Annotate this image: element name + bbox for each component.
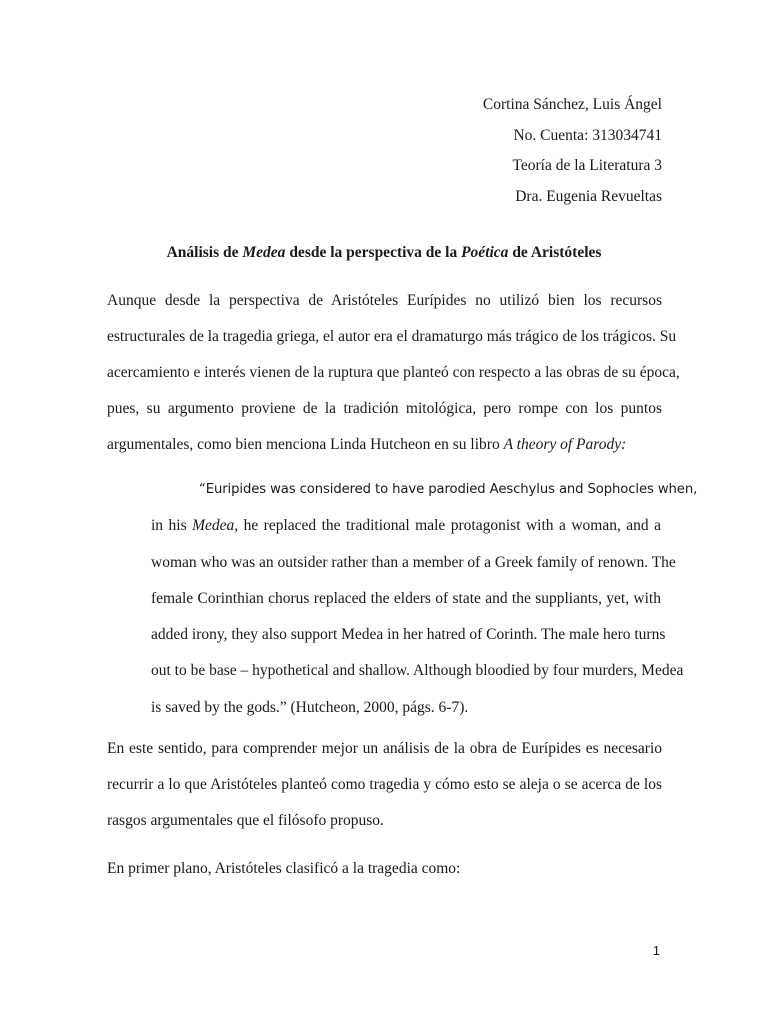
paragraph-line: estructurales de la tragedia griega, el autor era el dramaturgo más trágico de los trágicos. Su: [107, 328, 677, 345]
book-title: A theory of Parody:: [503, 436, 627, 453]
title-italic-poetica: Poética: [461, 244, 509, 261]
author-header: [483, 90, 662, 212]
quote-line: added irony, they also support Medea in her hatred of Corinth. The male hero turns: [151, 626, 666, 644]
paragraph-classification: [107, 851, 662, 887]
paragraph-introduction: [107, 283, 680, 463]
document-title: [0, 244, 768, 262]
paragraph-line: acercamiento e interés vienen de la ruptura que planteó con respecto a las obras de su época,: [107, 364, 680, 381]
title-part-2: desde la perspectiva de la: [285, 244, 462, 261]
quote-line: female Corinthian chorus replaced the elders of state and the suppliants, yet, with: [151, 589, 661, 607]
quote-line: “Euripides was considered to have parodied Aeschylus and Sophocles when,: [199, 482, 698, 497]
quote-italic-medea: Medea: [192, 517, 235, 535]
title-italic-medea: Medea: [242, 244, 286, 261]
professor-name: Dra. Eugenia Revueltas: [515, 187, 662, 205]
quote-line: [151, 508, 661, 544]
quote-line: woman who was an outsider rather than a member of a Greek family of renown. The: [151, 553, 676, 571]
quote-line: is saved by the gods.” (Hutcheon, 2000, págs. 6-7).: [151, 698, 469, 716]
title-part-3: de Aristóteles: [508, 244, 602, 261]
author-name: Cortina Sánchez, Luis Ángel: [482, 96, 662, 113]
quote-text: , he replaced the traditional male protagonist with a woman, and a: [234, 517, 661, 535]
paragraph-line: pues, su argumento proviene de la tradición mitológica, pero rompe con los puntos: [107, 400, 662, 417]
block-quote: [151, 472, 698, 726]
account-number: No. Cuenta: 313034741: [513, 126, 662, 144]
paragraph-line: En este sentido, para comprender mejor un análisis de la obra de Eurípides es necesario: [107, 740, 662, 757]
paragraph-text: argumentales, como bien menciona Linda Hutcheon en su libro: [107, 436, 504, 453]
page-number: 1: [652, 943, 660, 958]
paragraph-line: recurrir a lo que Aristóteles planteó como tragedia y cómo esto se aleja o se acerca de los: [107, 776, 662, 793]
paragraph-context: [107, 731, 662, 839]
title-part-1: Análisis de: [166, 244, 243, 261]
quote-line: out to be base – hypothetical and shallow. Although bloodied by four murders, Medea: [151, 662, 684, 680]
paragraph-line: [107, 427, 662, 463]
paragraph-line: Aunque desde la perspectiva de Aristóteles Eurípides no utilizó bien los recursos: [107, 292, 662, 309]
course-name: Teoría de la Literatura 3: [512, 157, 662, 174]
paragraph-line: En primer plano, Aristóteles clasificó a la tragedia como:: [107, 860, 461, 877]
paragraph-line: rasgos argumentales que el filósofo propuso.: [107, 812, 384, 829]
quote-text: in his: [151, 517, 193, 535]
